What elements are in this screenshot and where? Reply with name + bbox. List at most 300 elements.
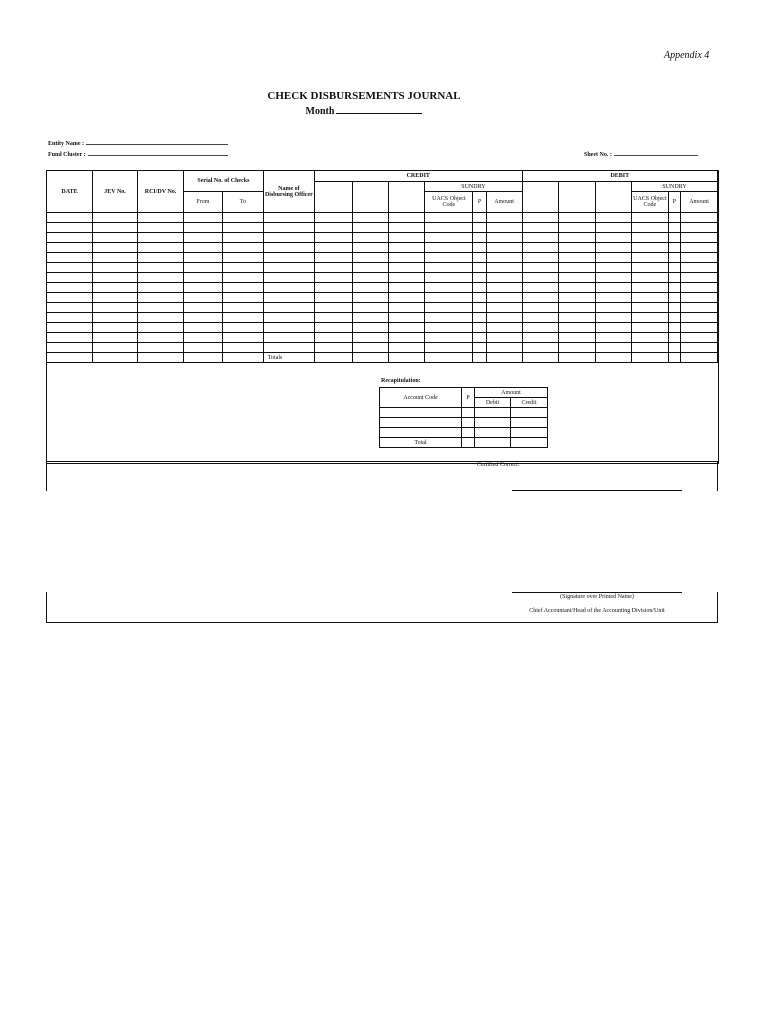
journal-cell[interactable] [522,253,559,263]
journal-cell[interactable] [559,233,596,243]
journal-cell[interactable] [631,343,668,353]
journal-cell[interactable] [184,223,223,233]
journal-cell[interactable] [425,323,473,333]
signature-line-top[interactable] [512,490,682,491]
journal-cell[interactable] [596,273,632,283]
journal-cell[interactable] [314,223,352,233]
journal-cell[interactable] [681,233,718,243]
journal-cell[interactable] [138,313,184,323]
journal-cell[interactable] [314,233,352,243]
journal-cell[interactable] [314,243,352,253]
journal-cell[interactable] [559,253,596,263]
journal-cell[interactable] [222,333,263,343]
journal-cell[interactable] [263,343,314,353]
journal-cell[interactable] [559,283,596,293]
journal-cell[interactable] [522,313,559,323]
journal-cell[interactable] [425,253,473,263]
journal-cell[interactable] [668,323,680,333]
journal-cell[interactable] [631,253,668,263]
journal-cell[interactable] [596,263,632,273]
recap-cell[interactable] [380,418,462,428]
journal-cell[interactable] [388,333,425,343]
journal-cell[interactable] [522,303,559,313]
journal-cell[interactable] [473,223,486,233]
journal-cell[interactable] [473,243,486,253]
journal-cell[interactable] [631,283,668,293]
recap-cell[interactable] [511,408,548,418]
recap-cell[interactable] [462,438,475,448]
journal-cell[interactable] [473,323,486,333]
journal-cell[interactable] [522,233,559,243]
journal-cell[interactable] [473,233,486,243]
journal-cell[interactable] [681,223,718,233]
journal-cell[interactable] [352,283,388,293]
journal-cell[interactable] [352,343,388,353]
journal-cell[interactable] [222,263,263,273]
journal-cell[interactable] [93,293,138,303]
journal-cell[interactable] [138,233,184,243]
journal-cell[interactable] [138,323,184,333]
journal-cell[interactable] [668,303,680,313]
recap-cell[interactable] [511,418,548,428]
journal-cell[interactable] [486,233,522,243]
journal-cell[interactable] [352,243,388,253]
journal-cell[interactable] [138,213,184,223]
journal-cell[interactable] [486,213,522,223]
journal-cell[interactable] [263,233,314,243]
journal-cell[interactable] [425,283,473,293]
fund-cluster-blank[interactable] [88,150,228,156]
journal-cell[interactable] [668,213,680,223]
journal-cell[interactable] [681,273,718,283]
journal-cell[interactable] [184,303,223,313]
journal-cell[interactable] [47,263,93,273]
journal-cell[interactable] [222,273,263,283]
journal-cell[interactable] [596,283,632,293]
journal-cell[interactable] [314,263,352,273]
totals-cell[interactable] [314,353,352,363]
journal-cell[interactable] [631,333,668,343]
journal-cell[interactable] [263,213,314,223]
journal-cell[interactable] [486,223,522,233]
journal-cell[interactable] [47,313,93,323]
journal-cell[interactable] [473,303,486,313]
recap-cell[interactable] [475,438,511,448]
journal-cell[interactable] [138,283,184,293]
journal-cell[interactable] [425,223,473,233]
journal-cell[interactable] [522,243,559,253]
journal-cell[interactable] [388,293,425,303]
journal-cell[interactable] [473,213,486,223]
totals-cell [93,353,138,363]
journal-cell[interactable] [263,283,314,293]
journal-cell[interactable] [668,263,680,273]
journal-cell[interactable] [314,323,352,333]
journal-cell[interactable] [473,333,486,343]
recap-total-label: Total [380,438,462,448]
recap-cell[interactable] [462,428,475,438]
journal-cell[interactable] [388,223,425,233]
totals-cell[interactable] [352,353,388,363]
journal-cell[interactable] [138,243,184,253]
recap-cell[interactable] [380,428,462,438]
journal-cell[interactable] [314,333,352,343]
journal-cell[interactable] [668,333,680,343]
journal-cell[interactable] [522,323,559,333]
journal-cell[interactable] [222,283,263,293]
journal-cell[interactable] [486,273,522,283]
journal-cell[interactable] [184,213,223,223]
recap-cell[interactable] [511,428,548,438]
journal-cell[interactable] [681,343,718,353]
signature-line[interactable] [512,592,682,593]
journal-cell[interactable] [388,233,425,243]
journal-cell[interactable] [93,313,138,323]
journal-cell[interactable] [668,313,680,323]
right-border-bottom [717,592,718,623]
journal-cell[interactable] [388,213,425,223]
journal-cell[interactable] [596,313,632,323]
journal-cell[interactable] [425,343,473,353]
journal-cell[interactable] [559,303,596,313]
journal-cell[interactable] [352,213,388,223]
journal-cell[interactable] [138,293,184,303]
totals-cell[interactable] [596,353,632,363]
journal-cell[interactable] [352,233,388,243]
totals-label: Totals [263,353,314,363]
journal-cell[interactable] [681,213,718,223]
journal-cell[interactable] [93,273,138,283]
journal-cell[interactable] [668,223,680,233]
journal-cell[interactable] [314,213,352,223]
journal-cell[interactable] [222,323,263,333]
journal-cell[interactable] [596,233,632,243]
journal-cell[interactable] [559,313,596,323]
signature-caption: (Signature over Printed Name) [560,594,634,600]
journal-cell[interactable] [425,243,473,253]
journal-cell[interactable] [596,243,632,253]
journal-cell[interactable] [522,283,559,293]
journal-cell[interactable] [47,233,93,243]
totals-cell[interactable] [631,353,668,363]
journal-cell[interactable] [425,263,473,273]
journal-cell[interactable] [486,253,522,263]
journal-cell[interactable] [559,213,596,223]
journal-cell[interactable] [222,343,263,353]
journal-cell[interactable] [184,323,223,333]
journal-cell[interactable] [47,273,93,283]
journal-row [47,223,718,233]
month-blank[interactable] [336,104,422,114]
totals-cell[interactable] [522,353,559,363]
recap-cell[interactable] [475,428,511,438]
journal-cell[interactable] [425,333,473,343]
journal-cell[interactable] [668,283,680,293]
journal-cell[interactable] [314,293,352,303]
journal-cell[interactable] [668,293,680,303]
totals-cell[interactable] [486,353,522,363]
journal-cell[interactable] [47,243,93,253]
journal-cell[interactable] [388,253,425,263]
journal-cell[interactable] [631,323,668,333]
section-divider [46,461,718,462]
journal-cell[interactable] [631,303,668,313]
journal-cell[interactable] [425,233,473,243]
journal-cell[interactable] [138,223,184,233]
journal-cell[interactable] [473,313,486,323]
journal-cell[interactable] [263,243,314,253]
journal-cell[interactable] [388,263,425,273]
recap-cell[interactable] [462,418,475,428]
journal-cell[interactable] [631,273,668,283]
journal-cell[interactable] [473,283,486,293]
journal-cell[interactable] [388,303,425,313]
totals-cell[interactable] [681,353,718,363]
journal-cell[interactable] [681,313,718,323]
journal-cell[interactable] [631,313,668,323]
credit-uacs: UACS Object Code [425,192,473,213]
journal-cell[interactable] [473,253,486,263]
journal-cell[interactable] [388,283,425,293]
journal-cell[interactable] [263,333,314,343]
journal-cell[interactable] [596,253,632,263]
totals-cell[interactable] [559,353,596,363]
journal-cell[interactable] [425,293,473,303]
journal-cell[interactable] [631,223,668,233]
journal-cell[interactable] [631,263,668,273]
journal-cell[interactable] [681,253,718,263]
journal-cell[interactable] [681,333,718,343]
journal-cell[interactable] [93,303,138,313]
recap-cell[interactable] [475,418,511,428]
journal-cell[interactable] [47,323,93,333]
totals-cell[interactable] [425,353,473,363]
journal-cell[interactable] [596,213,632,223]
journal-cell[interactable] [668,343,680,353]
journal-cell[interactable] [93,243,138,253]
journal-cell[interactable] [352,263,388,273]
journal-cell[interactable] [184,293,223,303]
journal-cell[interactable] [93,343,138,353]
recap-cell[interactable] [475,408,511,418]
recap-cell[interactable] [511,438,548,448]
journal-cell[interactable] [314,343,352,353]
journal-cell[interactable] [559,243,596,253]
journal-cell[interactable] [222,223,263,233]
journal-cell[interactable] [93,333,138,343]
journal-cell[interactable] [352,333,388,343]
journal-cell[interactable] [263,293,314,303]
entity-name-label: Entity Name : [48,141,84,147]
journal-cell[interactable] [425,313,473,323]
journal-cell[interactable] [522,213,559,223]
journal-row [47,333,718,343]
journal-cell[interactable] [47,333,93,343]
journal-cell[interactable] [222,233,263,243]
journal-cell[interactable] [47,283,93,293]
totals-cell[interactable] [473,353,486,363]
journal-cell[interactable] [388,313,425,323]
journal-cell[interactable] [352,293,388,303]
journal-cell[interactable] [388,323,425,333]
journal-cell[interactable] [559,263,596,273]
totals-cell[interactable] [668,353,680,363]
journal-cell[interactable] [184,263,223,273]
journal-cell[interactable] [184,333,223,343]
journal-cell[interactable] [486,343,522,353]
journal-cell[interactable] [559,273,596,283]
recap-cell[interactable] [380,408,462,418]
journal-cell[interactable] [184,243,223,253]
journal-cell[interactable] [596,333,632,343]
journal-cell[interactable] [314,253,352,263]
journal-cell[interactable] [93,213,138,223]
journal-cell[interactable] [486,333,522,343]
journal-cell[interactable] [352,223,388,233]
journal-cell[interactable] [352,313,388,323]
fund-cluster-field [48,150,228,158]
journal-cell[interactable] [93,253,138,263]
journal-cell[interactable] [184,233,223,243]
journal-cell[interactable] [222,293,263,303]
journal-cell[interactable] [473,273,486,283]
journal-cell[interactable] [138,253,184,263]
journal-cell[interactable] [681,283,718,293]
journal-cell[interactable] [631,293,668,303]
entity-name-blank[interactable] [86,139,228,145]
journal-cell[interactable] [184,313,223,323]
journal-cell[interactable] [522,333,559,343]
journal-cell[interactable] [559,293,596,303]
journal-cell[interactable] [522,263,559,273]
journal-cell[interactable] [486,293,522,303]
journal-cell[interactable] [222,303,263,313]
journal-cell[interactable] [486,303,522,313]
journal-cell[interactable] [352,323,388,333]
journal-cell[interactable] [631,243,668,253]
journal-cell[interactable] [222,313,263,323]
journal-cell[interactable] [222,243,263,253]
journal-cell[interactable] [352,253,388,263]
journal-cell[interactable] [681,323,718,333]
journal-cell[interactable] [596,343,632,353]
journal-cell[interactable] [388,343,425,353]
journal-cell[interactable] [47,213,93,223]
journal-cell[interactable] [47,223,93,233]
journal-cell[interactable] [138,263,184,273]
journal-cell[interactable] [263,273,314,283]
journal-cell[interactable] [522,343,559,353]
journal-cell[interactable] [559,223,596,233]
journal-row [47,213,718,223]
journal-cell[interactable] [559,323,596,333]
journal-cell[interactable] [93,283,138,293]
journal-cell[interactable] [314,273,352,283]
journal-cell[interactable] [93,233,138,243]
journal-cell[interactable] [314,283,352,293]
journal-cell[interactable] [425,273,473,283]
journal-cell[interactable] [486,243,522,253]
journal-cell[interactable] [93,323,138,333]
journal-cell[interactable] [138,343,184,353]
journal-cell[interactable] [668,243,680,253]
journal-cell[interactable] [263,323,314,333]
journal-cell[interactable] [631,233,668,243]
journal-cell[interactable] [314,303,352,313]
sheet-no-blank[interactable] [614,150,698,156]
recap-cell[interactable] [462,408,475,418]
journal-cell[interactable] [47,293,93,303]
journal-cell[interactable] [486,313,522,323]
journal-cell[interactable] [184,283,223,293]
journal-cell[interactable] [222,213,263,223]
journal-cell[interactable] [222,253,263,263]
journal-cell[interactable] [138,303,184,313]
journal-cell[interactable] [681,293,718,303]
journal-cell[interactable] [668,253,680,263]
journal-cell[interactable] [596,293,632,303]
journal-cell[interactable] [522,273,559,283]
journal-cell[interactable] [668,233,680,243]
journal-cell[interactable] [486,283,522,293]
journal-cell[interactable] [47,343,93,353]
journal-cell[interactable] [47,253,93,263]
journal-cell[interactable] [263,263,314,273]
journal-cell[interactable] [263,303,314,313]
journal-cell[interactable] [681,303,718,313]
journal-cell[interactable] [263,253,314,263]
debit-col-2 [559,182,596,213]
journal-cell[interactable] [184,253,223,263]
journal-cell[interactable] [473,293,486,303]
journal-cell[interactable] [596,323,632,333]
journal-cell[interactable] [473,263,486,273]
journal-title: CHECK DISBURSEMENTS JOURNAL [267,90,461,102]
journal-cell[interactable] [631,213,668,223]
journal-cell[interactable] [352,273,388,283]
journal-cell[interactable] [559,343,596,353]
journal-cell[interactable] [486,323,522,333]
journal-cell[interactable] [559,333,596,343]
journal-cell[interactable] [138,273,184,283]
journal-cell[interactable] [473,343,486,353]
journal-cell[interactable] [388,243,425,253]
journal-cell[interactable] [314,313,352,323]
journal-cell[interactable] [596,223,632,233]
journal-cell[interactable] [184,273,223,283]
journal-cell[interactable] [388,273,425,283]
journal-cell[interactable] [486,263,522,273]
journal-cell[interactable] [263,223,314,233]
totals-cell[interactable] [388,353,425,363]
journal-cell[interactable] [596,303,632,313]
journal-cell[interactable] [681,263,718,273]
journal-cell[interactable] [522,223,559,233]
journal-cell[interactable] [47,303,93,313]
journal-cell[interactable] [93,223,138,233]
journal-cell[interactable] [352,303,388,313]
journal-cell[interactable] [138,333,184,343]
bottom-border [46,622,718,623]
journal-cell[interactable] [522,293,559,303]
journal-cell[interactable] [184,343,223,353]
journal-cell[interactable] [681,243,718,253]
journal-cell[interactable] [263,313,314,323]
journal-cell[interactable] [93,263,138,273]
journal-cell[interactable] [425,303,473,313]
journal-cell[interactable] [425,213,473,223]
journal-cell[interactable] [668,273,680,283]
